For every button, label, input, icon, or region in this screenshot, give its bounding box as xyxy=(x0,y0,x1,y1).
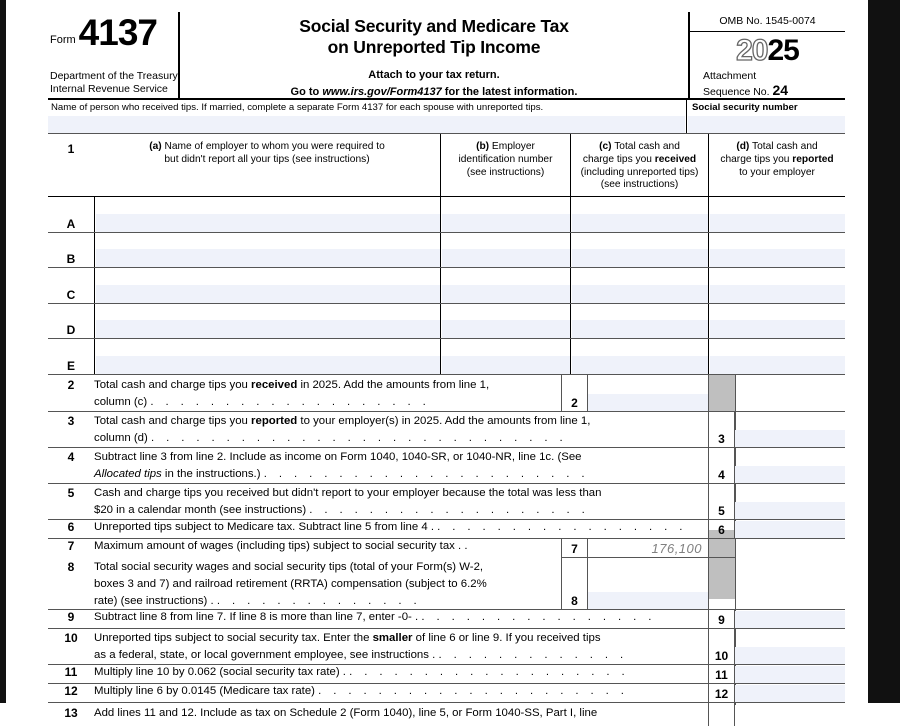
line-2 xyxy=(48,375,845,411)
line-4-number: 4 xyxy=(67,449,75,464)
line-11-amount-input[interactable] xyxy=(735,666,845,683)
department-line-2: Internal Revenue Service xyxy=(50,82,168,95)
page-gutter-right xyxy=(868,0,900,703)
row-e-tips-received-input[interactable] xyxy=(572,356,708,374)
tax-year-outline: 20 xyxy=(736,34,768,67)
line-9-t1: Subtract line 8 from line 7. If line 8 is more than line 7, enter -0- . xyxy=(94,610,419,623)
line-8-text xyxy=(94,559,845,610)
line-10-t1b: smaller xyxy=(372,631,413,644)
line-5-leader-dots: . . . . . . . . . . . . . . . . . . . xyxy=(309,503,590,516)
column-d-line2a: charge tips you xyxy=(720,153,793,165)
line-12-box-number: 12 xyxy=(708,683,735,702)
row-a-ein[interactable] xyxy=(440,197,570,232)
employer-table-body xyxy=(48,196,845,374)
goto-suffix: for the latest information. xyxy=(441,85,578,98)
row-c-ein[interactable] xyxy=(440,268,570,303)
row-b-tips-received-input[interactable] xyxy=(572,249,708,267)
line-9 xyxy=(48,609,845,628)
row-e-ein-input[interactable] xyxy=(442,356,570,374)
column-header-a xyxy=(94,134,440,196)
department-block xyxy=(50,70,178,96)
line-12-amount-input[interactable] xyxy=(735,685,845,702)
line-5-amount-input[interactable] xyxy=(735,502,845,519)
line-3-box-number: 3 xyxy=(708,411,735,447)
column-b-line1: Employer xyxy=(489,141,535,152)
row-e-tips-reported[interactable] xyxy=(708,339,845,374)
table-row xyxy=(48,267,845,303)
line-3-amount-cell xyxy=(735,411,845,447)
ssn-input[interactable] xyxy=(688,116,845,133)
row-letter-d: D xyxy=(66,323,76,337)
row-a-ein-input[interactable] xyxy=(442,214,570,232)
line-13-number: 13 xyxy=(64,705,78,720)
row-d-ein[interactable] xyxy=(440,304,570,339)
omb-number: OMB No. 1545-0074 xyxy=(690,12,845,32)
line-11-t1: Multiply line 10 by 0.062 (social security tax rate) . xyxy=(94,665,346,678)
line-11-number: 11 xyxy=(64,664,78,679)
line-8-leader-dots: . . . . . . . . . . . . . . xyxy=(216,594,422,607)
column-c-tag: (c) xyxy=(599,141,612,152)
row-d-employer-name[interactable] xyxy=(94,304,440,339)
line-4-box-number: 4 xyxy=(708,447,735,483)
line-6-t1: Unreported tips subject to Medicare tax. Subtract line 5 from line 4 . xyxy=(94,520,434,533)
row-d-ein-input[interactable] xyxy=(442,320,570,338)
line-12-amount-cell xyxy=(735,683,845,702)
row-d-tips-received-input[interactable] xyxy=(572,320,708,338)
line-4 xyxy=(48,447,845,483)
tax-year-solid: 25 xyxy=(767,34,799,67)
line-10 xyxy=(48,628,845,664)
line-6-amount-input[interactable] xyxy=(735,521,845,538)
line-8-t1: Total social security wages and social security tips (total of your Form(s) W-2, xyxy=(94,560,484,573)
line-3-amount-input[interactable] xyxy=(735,430,845,447)
line-2-number: 2 xyxy=(67,377,75,392)
row-e-employer-name-input[interactable] xyxy=(96,356,440,374)
line-5 xyxy=(48,483,845,519)
row-b-tips-reported[interactable] xyxy=(708,233,845,268)
column-a-tag: (a) xyxy=(149,141,162,152)
line-7-text xyxy=(94,538,845,555)
name-input[interactable] xyxy=(48,116,685,133)
line-2-text xyxy=(94,377,845,411)
employer-table-header xyxy=(48,134,845,196)
goto-url[interactable]: www.irs.gov/Form4137 xyxy=(322,85,442,98)
line-3-t1a: Total cash and charge tips you xyxy=(94,414,252,427)
table-row xyxy=(48,303,845,339)
row-c-tips-reported[interactable] xyxy=(708,268,845,303)
column-header-c xyxy=(570,134,708,196)
line-10-t1a: Unreported tips subject to social security tax. Enter the xyxy=(94,631,373,644)
ssn-label: Social security number xyxy=(692,102,798,113)
name-cell xyxy=(48,100,685,133)
line-7-box-number: 7 xyxy=(561,538,588,557)
row-a-tips-received[interactable] xyxy=(570,197,708,232)
row-d-tips-reported-input[interactable] xyxy=(710,320,845,338)
line-8-amount-input[interactable] xyxy=(588,592,708,609)
table-line-number: 1 xyxy=(67,142,75,156)
row-cells xyxy=(94,339,845,374)
row-b-ein[interactable] xyxy=(440,233,570,268)
line-6 xyxy=(48,519,845,538)
table-row xyxy=(48,196,845,232)
line-3-number: 3 xyxy=(67,413,75,428)
line-4-leader-dots: . . . . . . . . . . . . . . . . . . . . . . xyxy=(263,467,589,480)
column-d-line2b: reported xyxy=(792,153,834,165)
line-2-amount-input[interactable] xyxy=(588,394,708,411)
line-4-amount-cell xyxy=(735,447,845,483)
row-c-employer-name[interactable] xyxy=(94,268,440,303)
line-4-amount-input[interactable] xyxy=(735,466,845,483)
row-cells xyxy=(94,304,845,339)
column-b-tag: (b) xyxy=(476,141,490,152)
row-cells xyxy=(94,233,845,268)
line-3 xyxy=(48,411,845,447)
column-d-line1: Total cash and xyxy=(749,141,818,152)
row-b-tips-received[interactable] xyxy=(570,233,708,268)
form-number: 4137 xyxy=(78,12,157,53)
column-a-line2: but didn't report all your tips (see instructions) xyxy=(164,153,370,165)
line-2-t1a: Total cash and charge tips you xyxy=(94,378,252,391)
form-header xyxy=(48,10,845,100)
page-title-line-2: on Unreported Tip Income xyxy=(327,37,541,58)
attachment-sequence xyxy=(690,70,845,99)
line-11-leader-dots: . . . . . . . . . . . . . . . . . . . xyxy=(349,665,630,678)
row-c-employer-name-input[interactable] xyxy=(96,285,440,303)
row-e-employer-name[interactable] xyxy=(94,339,440,374)
line-6-box-number: 6 xyxy=(708,519,735,538)
row-a-tips-reported[interactable] xyxy=(708,197,845,232)
line-4-t2b: in the instructions.) xyxy=(161,467,261,480)
line-4-t2a: Allocated tips xyxy=(94,467,162,480)
row-c-ein-input[interactable] xyxy=(442,285,570,303)
line-5-amount-cell xyxy=(735,483,845,519)
attach-note: Attach to your tax return. xyxy=(368,68,500,81)
goto-note xyxy=(180,85,688,100)
goto-prefix: Go to xyxy=(290,85,323,98)
column-a-line1: Name of employer to whom you were required to xyxy=(161,141,385,152)
line-9-leader-dots: . . . . . . . . . . . . . . . . xyxy=(421,610,656,623)
table-row xyxy=(48,232,845,268)
line-13-box-number xyxy=(708,702,735,726)
line-2-t2: column (c) xyxy=(94,395,148,408)
column-c-line4: (see instructions) xyxy=(600,179,679,191)
attachment-label-1: Attachment xyxy=(703,70,757,82)
line-2-right-cell xyxy=(735,375,845,411)
line-10-box-number: 10 xyxy=(708,628,735,664)
row-c-tips-received[interactable] xyxy=(570,268,708,303)
row-a-employer-name-input[interactable] xyxy=(96,214,440,232)
row-b-employer-name[interactable] xyxy=(94,233,440,268)
line-9-box-number: 9 xyxy=(708,609,735,628)
row-e-tips-received[interactable] xyxy=(570,339,708,374)
row-c-tips-received-input[interactable] xyxy=(572,285,708,303)
line-10-leader-dots: . . . . . . . . . . . . . xyxy=(438,648,628,661)
line-5-number: 5 xyxy=(67,485,75,500)
line-13-amount-cell xyxy=(735,702,845,726)
page-gutter-left xyxy=(0,0,6,703)
employer-table xyxy=(48,134,845,375)
line-8-right-cell xyxy=(735,557,845,609)
column-c-line2b: received xyxy=(654,153,697,165)
line-2-t1b: received xyxy=(251,378,298,391)
name-label: Name of person who received tips. If married, complete a separate Form 4137 for each spouse with unreported tips. xyxy=(51,102,544,113)
line-8-t3: rate) (see instructions) . xyxy=(94,594,214,607)
line-5-t1: Cash and charge tips you received but didn't report to your employer because the total was less than xyxy=(94,486,602,499)
line-7-amount-cell xyxy=(588,538,708,557)
line-2-t1c: in 2025. Add the amounts from line 1, xyxy=(297,378,490,391)
row-e-ein[interactable] xyxy=(440,339,570,374)
line-12-number: 12 xyxy=(64,683,78,698)
line-5-t2: $20 in a calendar month (see instructions) xyxy=(94,503,307,516)
row-c-tips-reported-input[interactable] xyxy=(710,285,845,303)
column-c-line3: (including unreported tips) xyxy=(580,166,699,178)
line-10-amount-input[interactable] xyxy=(735,647,845,664)
column-c-line2a: charge tips you xyxy=(582,153,655,165)
form-title-block xyxy=(180,16,688,99)
row-cells xyxy=(94,197,845,232)
line-10-number: 10 xyxy=(64,630,78,645)
line-9-amount-input[interactable] xyxy=(735,611,845,628)
line-11-amount-cell xyxy=(735,664,845,683)
attachment-number: 24 xyxy=(772,82,789,99)
column-d-tag: (d) xyxy=(736,141,750,152)
line-2-amount-cell xyxy=(588,375,708,411)
line-7 xyxy=(48,538,845,557)
line-10-t1c: of line 6 or line 9. If you received tips xyxy=(412,631,601,644)
line-12 xyxy=(48,683,845,702)
line-8-number: 8 xyxy=(67,559,75,574)
line-6-leader-dots: . . . . . . . . . . . . . . . . . xyxy=(437,520,687,533)
row-a-tips-received-input[interactable] xyxy=(572,214,708,232)
column-c-line1: Total cash and xyxy=(611,141,680,152)
column-b-line3: (see instructions) xyxy=(466,166,545,178)
irs-form-4137 xyxy=(48,10,845,720)
ssn-cell xyxy=(686,100,845,133)
row-letter-b: B xyxy=(66,252,76,266)
line-9-number: 9 xyxy=(67,609,75,624)
line-3-t1c: to your employer(s) in 2025. Add the amounts from line 1, xyxy=(297,414,591,427)
row-b-tips-reported-input[interactable] xyxy=(710,249,845,267)
form-label: Form xyxy=(50,34,76,46)
attachment-label-2 xyxy=(703,82,845,99)
line-10-amount-cell xyxy=(735,628,845,664)
column-d-line3: to your employer xyxy=(739,166,815,178)
line-11-box-number: 11 xyxy=(708,664,735,683)
form-number-block xyxy=(48,14,178,51)
line-5-box-number: 5 xyxy=(708,483,735,519)
line-2-box-number: 2 xyxy=(561,375,588,411)
numbered-lines xyxy=(48,375,845,726)
row-a-employer-name[interactable] xyxy=(94,197,440,232)
column-b-line2: identification number xyxy=(458,153,553,165)
row-cells xyxy=(94,268,845,303)
line-11 xyxy=(48,664,845,683)
line-8-amount-cell xyxy=(588,557,708,609)
line-4-t1: Subtract line 3 from line 2. Include as income on Form 1040, 1040-SR, or 1040-NR, line 1c. (See xyxy=(94,450,582,463)
row-e-tips-reported-input[interactable] xyxy=(710,356,845,374)
line-6-amount-cell xyxy=(735,519,845,538)
row-b-employer-name-input[interactable] xyxy=(96,249,440,267)
table-row xyxy=(48,338,845,374)
line-7-number: 7 xyxy=(67,538,75,553)
line-6-number: 6 xyxy=(67,519,75,534)
line-3-t2: column (d) xyxy=(94,431,148,444)
omb-block xyxy=(690,12,845,99)
row-letter-a: A xyxy=(66,216,76,231)
line-2-leader-dots: . . . . . . . . . . . . . . . . . . . xyxy=(150,395,431,408)
column-header-d xyxy=(708,134,845,196)
line-12-t1: Multiply line 6 by 0.0145 (Medicare tax rate) xyxy=(94,684,315,697)
line-9-amount-cell xyxy=(735,609,845,628)
row-d-tips-received[interactable] xyxy=(570,304,708,339)
page-title-line-1: Social Security and Medicare Tax xyxy=(299,16,569,36)
row-d-employer-name-input[interactable] xyxy=(96,320,440,338)
line-13 xyxy=(48,702,845,726)
column-header-b xyxy=(440,134,570,196)
tax-year xyxy=(690,36,845,66)
line-8-t2: boxes 3 and 7) and railroad retirement (RRTA) compensation (subject to 6.2% xyxy=(94,577,487,590)
row-b-ein-input[interactable] xyxy=(442,249,570,267)
taxpayer-identity-row xyxy=(48,100,845,134)
row-d-tips-reported[interactable] xyxy=(708,304,845,339)
attachment-label-2-text: Sequence No. xyxy=(703,86,770,99)
line-13-t1: Add lines 11 and 12. Include as tax on Schedule 2 (Form 1040), line 5, or Form 1040-SS, Part I, line xyxy=(94,706,598,719)
line-3-t1b: reported xyxy=(251,414,298,427)
department-line-1: Department of the Treasury xyxy=(50,70,178,82)
line-10-t2: as a federal, state, or local government employee, see instructions . xyxy=(94,648,436,661)
row-letter-c: C xyxy=(66,287,76,302)
row-letter-e: E xyxy=(66,358,75,373)
row-a-tips-reported-input[interactable] xyxy=(710,214,845,232)
line-8-box-number: 8 xyxy=(561,557,588,609)
line-8 xyxy=(48,557,845,609)
line-3-leader-dots: . . . . . . . . . . . . . . . . . . . . . . . . . . . . xyxy=(150,431,568,444)
line-7-t1: Maximum amount of wages (including tips) subject to social security tax . . xyxy=(94,539,468,552)
line-12-leader-dots: . . . . . . . . . . . . . . . . . . . . . xyxy=(318,684,629,697)
line-7-prefilled-value: 176,100 xyxy=(651,540,702,556)
